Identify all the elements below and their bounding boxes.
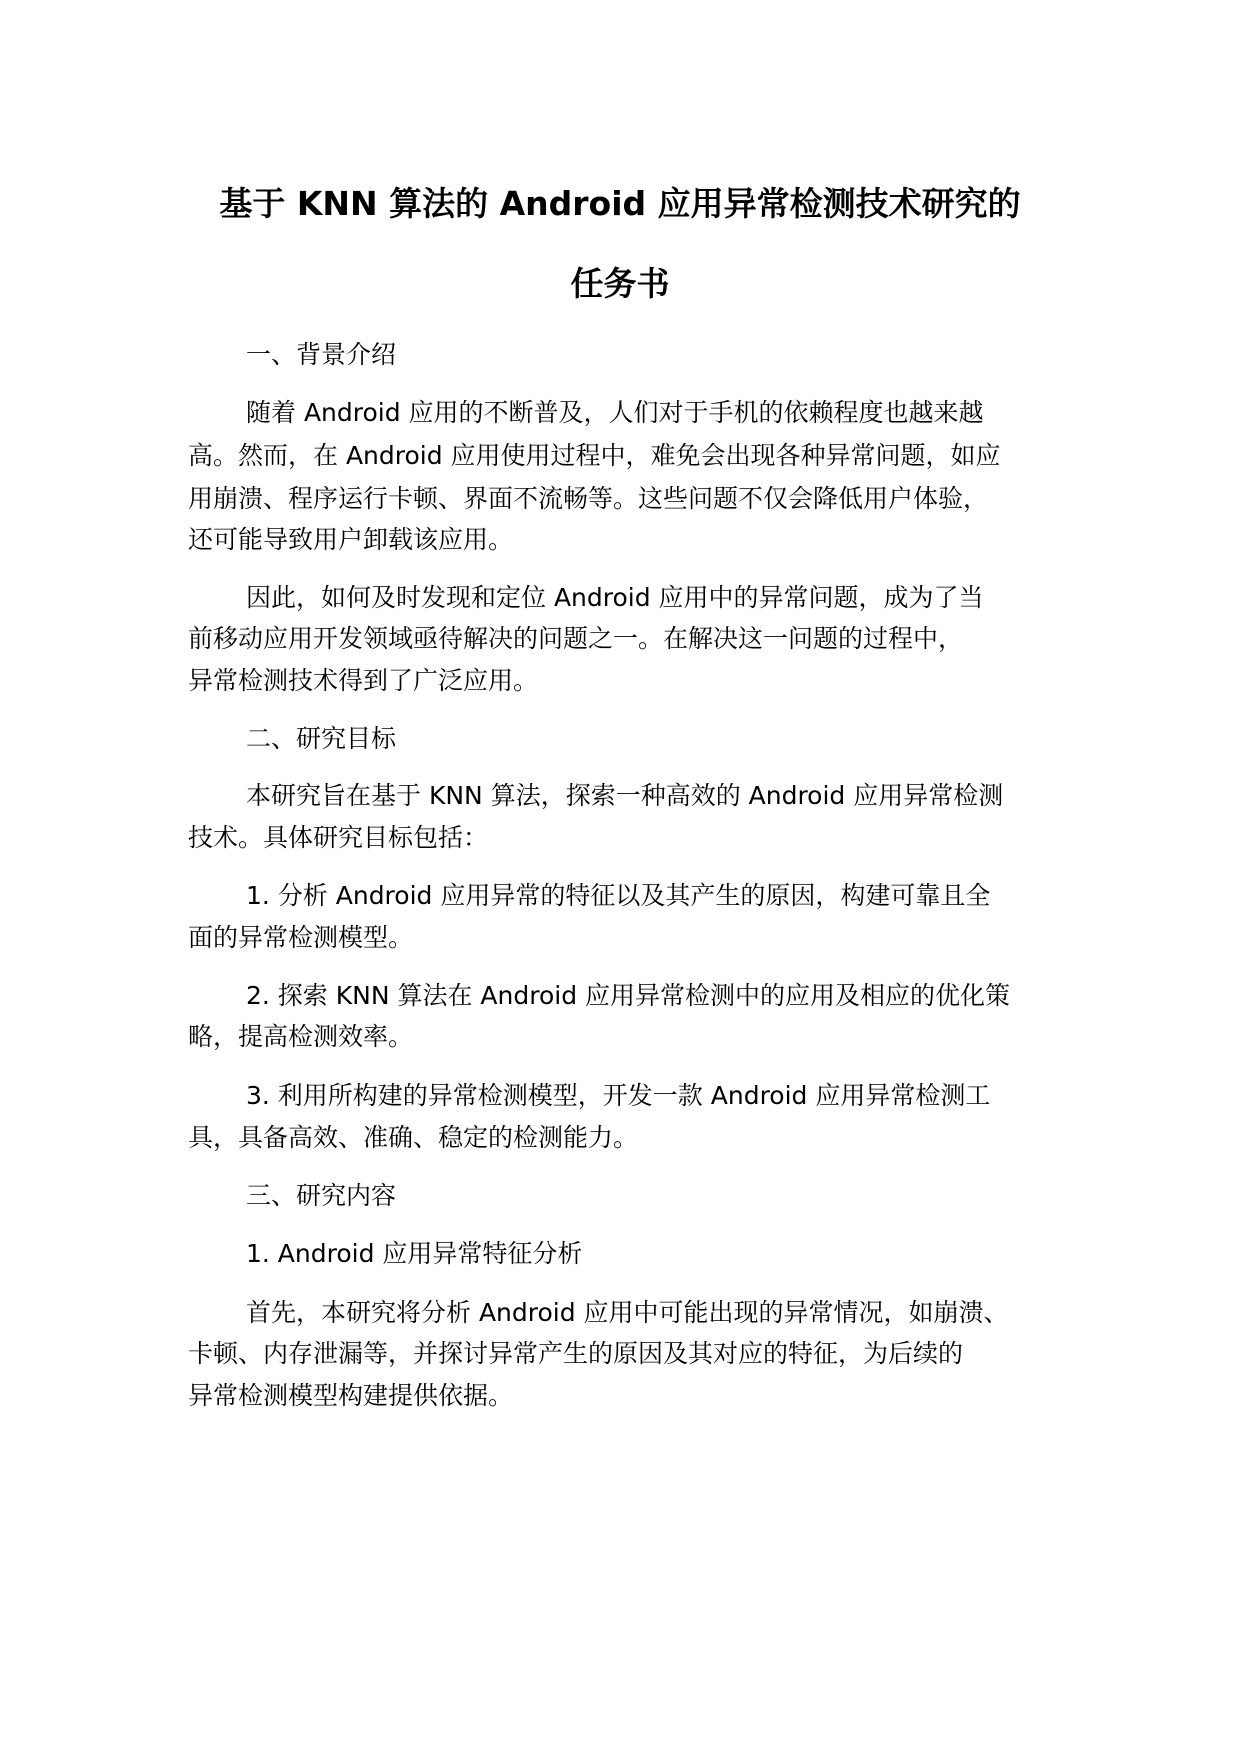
list-item-line: 1. 分析 Android 应用异常的特征以及其产生的原因，构建可靠且全 <box>246 881 991 910</box>
section-heading-research-goals: 二、研究目标 <box>246 724 397 753</box>
paragraph-line: 因此，如何及时发现和定位 Android 应用中的异常问题，成为了当 <box>246 583 984 612</box>
list-item-line: 略，提高检测效率。 <box>188 1022 414 1051</box>
paragraph-line: 前移动应用开发领域亟待解决的问题之一。在解决这一问题的过程中， <box>188 624 964 653</box>
list-item-line: 3. 利用所构建的异常检测模型，开发一款 Android 应用异常检测工 <box>246 1081 991 1110</box>
paragraph-line: 异常检测模型构建提供依据。 <box>188 1381 514 1410</box>
document-title-line-1: 基于 KNN 算法的 Android 应用异常检测技术研究的 <box>219 184 1021 223</box>
document-title-line-2: 任务书 <box>570 264 670 303</box>
paragraph-line: 首先，本研究将分析 Android 应用中可能出现的异常情况，如崩溃、 <box>246 1298 1009 1327</box>
paragraph-line: 技术。具体研究目标包括： <box>188 823 489 852</box>
paragraph-line: 高。然而，在 Android 应用使用过程中，难免会出现各种异常问题，如应 <box>188 441 1001 470</box>
paragraph-line: 卡顿、内存泄漏等，并探讨异常产生的原因及其对应的特征，为后续的 <box>188 1339 964 1368</box>
paragraph-line: 用崩溃、程序运行卡顿、界面不流畅等。这些问题不仅会降低用户体验， <box>188 484 989 513</box>
section-heading-research-content: 三、研究内容 <box>246 1181 397 1210</box>
subsection-heading: 1. Android 应用异常特征分析 <box>246 1239 583 1268</box>
paragraph-line: 本研究旨在基于 KNN 算法，探索一种高效的 Android 应用异常检测 <box>246 781 1004 810</box>
paragraph-line: 异常检测技术得到了广泛应用。 <box>188 666 539 695</box>
section-heading-background: 一、背景介绍 <box>246 340 397 369</box>
paragraph-line: 随着 Android 应用的不断普及，人们对于手机的依赖程度也越来越 <box>246 398 984 427</box>
paragraph-line: 还可能导致用户卸载该应用。 <box>188 525 514 554</box>
list-item-line: 面的异常检测模型。 <box>188 923 414 952</box>
list-item-line: 2. 探索 KNN 算法在 Android 应用异常检测中的应用及相应的优化策 <box>246 981 1011 1010</box>
list-item-line: 具，具备高效、准确、稳定的检测能力。 <box>188 1123 639 1152</box>
